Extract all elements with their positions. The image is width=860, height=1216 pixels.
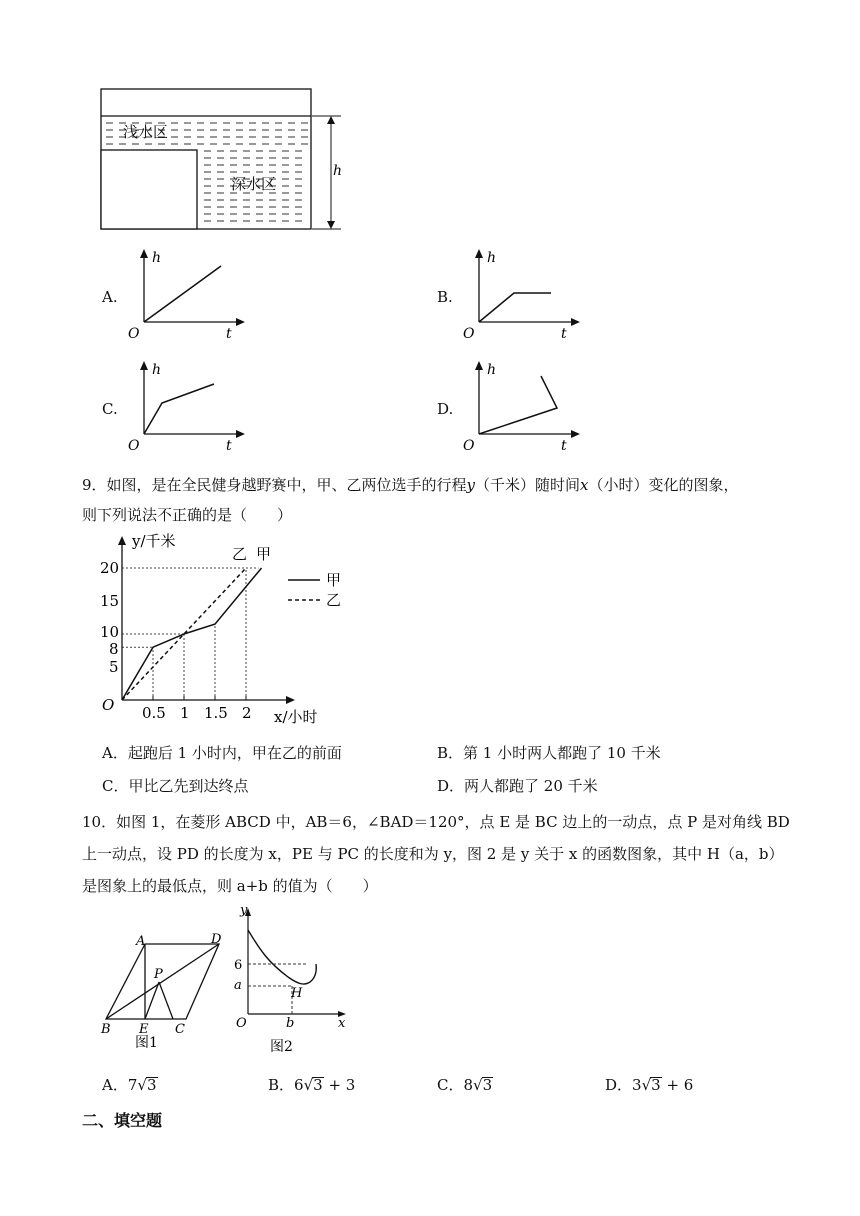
svg-text:t: t	[226, 438, 232, 454]
chart-y-tick-label: 15	[100, 592, 120, 610]
pool-figure	[95, 85, 355, 235]
q9-question-line-2: 则下列说法不正确的是（ ）	[82, 506, 293, 524]
svg-text:D: D	[211, 932, 222, 947]
svg-text:t: t	[561, 438, 567, 454]
q9-option-a: A．起跑后 1 小时内，甲在乙的前面	[102, 744, 342, 762]
q10-question-line-3: 是图象上的最低点，则 a+b 的值为（ ）	[82, 877, 378, 895]
q9-option-d: D．两人都跑了 20 千米	[437, 777, 598, 795]
svg-text:O: O	[128, 326, 140, 342]
q8-graph-d	[457, 358, 587, 458]
chart-y-tick-label: 5	[109, 658, 119, 676]
svg-text:h: h	[487, 250, 497, 266]
svg-text:O: O	[463, 438, 475, 454]
svg-text:b: b	[286, 1016, 295, 1031]
chart-legend-label: 乙	[326, 591, 342, 609]
chart-y-tick-label: 20	[100, 559, 120, 577]
q10-question-line-1: 10．如图 1，在菱形 ABCD 中，AB＝6，∠BAD＝120°，点 E 是 BC 边上的一动点，点 P 是对角线 BD	[82, 813, 790, 831]
q10-figure-1-rhombus	[95, 930, 235, 1060]
chart-y-tick-label: 10	[100, 623, 120, 641]
svg-text:O: O	[128, 438, 140, 454]
chart-end-label-yi: 乙	[232, 545, 248, 563]
svg-text:6: 6	[234, 958, 243, 973]
q8-option-c-letter: C.	[102, 400, 118, 418]
q10-option-a: A．7√3	[102, 1076, 157, 1094]
q9-option-b: B．第 1 小时两人都跑了 10 千米	[437, 744, 661, 762]
svg-text:y: y	[240, 903, 248, 918]
svg-text:E: E	[139, 1022, 149, 1037]
chart-x-tick-label: 1.5	[204, 704, 228, 722]
svg-text:h: h	[152, 250, 162, 266]
figure-2-caption: 图2	[270, 1039, 293, 1055]
chart-x-tick-label: 2	[242, 704, 252, 722]
svg-text:O: O	[463, 326, 475, 342]
chart-x-tick-label: 0.5	[142, 704, 166, 722]
chart-x-axis-label: x/小时	[274, 708, 318, 726]
svg-text:A: A	[136, 934, 146, 949]
svg-text:h: h	[487, 362, 497, 378]
q8-option-a-letter: A.	[102, 288, 118, 306]
q8-graph-c	[122, 358, 252, 458]
q9-distance-time-chart	[98, 530, 358, 730]
q8-graph-a	[122, 246, 252, 346]
q10-figure-2-graph	[228, 902, 358, 1062]
chart-y-axis-label: y/千米	[132, 532, 176, 550]
q10-option-d: D．3√3 + 6	[605, 1076, 694, 1094]
q9-question-line-1: 9．如图，是在全民健身越野赛中，甲、乙两位选手的行程y（千米）随时间x（小时）变化的图象，	[82, 476, 739, 494]
shallow-area-label: 浅水区	[123, 123, 169, 141]
q8-option-b-letter: B.	[437, 288, 453, 306]
height-label: h	[333, 163, 343, 179]
q8-graph-b	[457, 246, 587, 346]
svg-text:C: C	[175, 1022, 185, 1037]
chart-end-label-jia: 甲	[256, 545, 272, 563]
chart-origin-label: O	[102, 696, 115, 714]
svg-text:t: t	[561, 326, 567, 342]
svg-text:t: t	[226, 326, 232, 342]
q10-question-line-2: 上一动点，设 PD 的长度为 x，PE 与 PC 的长度和为 y，图 2 是 y 关于 x 的函数图象，其中 H（a，b）	[82, 845, 784, 863]
q10-option-c: C．8√3	[437, 1076, 493, 1094]
svg-text:H: H	[291, 986, 303, 1001]
svg-text:h: h	[152, 362, 162, 378]
section-title: 二、填空题	[82, 1111, 163, 1130]
q9-option-c: C．甲比乙先到达终点	[102, 777, 249, 795]
q8-option-d-letter: D.	[437, 400, 454, 418]
deep-area-label: 深水区	[231, 175, 277, 193]
svg-text:B: B	[101, 1022, 111, 1037]
chart-x-tick-label: 1	[180, 704, 190, 722]
figure-1-caption: 图1	[135, 1035, 158, 1051]
chart-y-tick-label: 8	[109, 640, 119, 659]
chart-legend-label: 甲	[326, 571, 342, 589]
svg-text:O: O	[236, 1016, 247, 1031]
q10-option-b: B．6√3 + 3	[268, 1076, 356, 1094]
svg-text:x: x	[338, 1016, 346, 1031]
svg-text:a: a	[234, 978, 242, 993]
svg-text:P: P	[154, 967, 163, 982]
